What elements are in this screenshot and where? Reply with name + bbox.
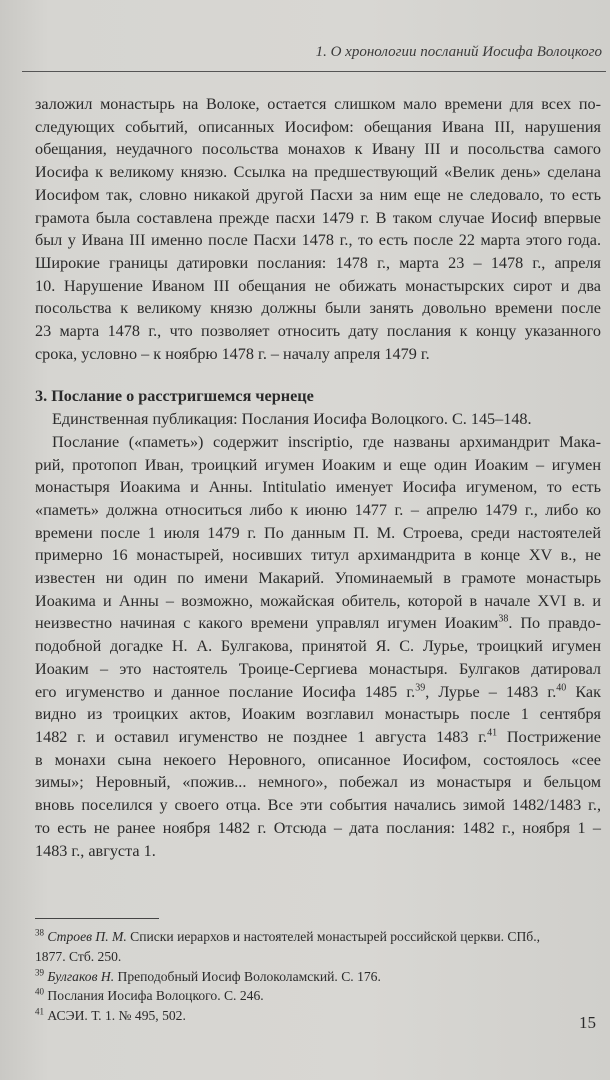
text-line: посольства к великому князю должны были занять довольно времени после xyxy=(35,299,601,318)
text-line: времени после 1 июля 1479 г. По данным П. М. Строева, среди настоятелей xyxy=(35,523,601,542)
footnote-number: 40 xyxy=(35,986,44,997)
text-line: примерно 16 монастырей, носивших титул архимандрита в конце XV в., не xyxy=(35,546,601,565)
text-segment: 1482 г. и оставил игуменство не позднее 1 августа 1483 г. xyxy=(35,727,488,746)
text-line: обещания, неудачного посольства монахов к Ивану III и посольства самого xyxy=(35,140,601,159)
footnote-author: Булгаков Н. xyxy=(47,968,115,984)
footnote-text: Послания Иосифа Волоцкого. С. 246. xyxy=(47,988,264,1004)
body-text xyxy=(35,93,601,862)
text-line: Широкие границы датировки послания: 1478 г., марта 23 – 1478 г., апреля xyxy=(35,253,601,272)
text-line: известен ни один по имени Макарий. Упоминаемый в грамоте монастырь xyxy=(35,569,601,588)
footnote-number: 41 xyxy=(35,1006,44,1017)
section-title: 3. Послание о расстригшемся чернеце xyxy=(35,387,314,406)
text-line: то есть не ранее ноября 1482 г. Отсюда – дата послания: 1482 г., ноября 1 – xyxy=(35,818,601,837)
text-line: заложил монастырь на Волоке, остается слишком мало времени для всех по- xyxy=(35,95,601,113)
footnote-ref[interactable]: 40 xyxy=(556,682,567,694)
footnote-text: АСЭИ. Т. 1. № 495, 502. xyxy=(47,1008,186,1024)
text-line: Иоакима и Анны – возможно, можайская обитель, которой в начале XVI в. и xyxy=(35,591,601,610)
footnote xyxy=(35,967,601,987)
header-rule xyxy=(22,71,606,72)
text-segment: . По правдо- xyxy=(508,614,601,633)
text-line: Иосифа к великому князю. Ссылка на предшествующий «Велик день» сделана xyxy=(35,163,601,182)
text-line: срока, условно – к ноябрю 1478 г. – началу апреля 1479 г. xyxy=(35,344,430,363)
text-segment: неизвестно начиная с какого времени управлял игумен Иоаким xyxy=(35,614,499,633)
text-line: рий, протопоп Иван, троицкий игумен Иоаким и еще один Иоаким – игумен xyxy=(35,455,601,474)
text-line: в монахи сына некоего Неровного, описанное Иосифом, состоялось «сее xyxy=(35,750,601,769)
text-segment: Как xyxy=(566,682,601,701)
footnote-author: Строев П. М. xyxy=(47,929,127,944)
text-line: Иосифом так, словно никакой другой Пасхи за ним еще не следовало, то есть xyxy=(35,185,601,204)
text-line: Послание («паметь») содержит inscriptio, где названы архимандрит Мака- xyxy=(52,432,601,451)
footnote-number: 39 xyxy=(35,967,44,978)
text-line: видно из троицких актов, Иоаким возглавил монастырь после 1 сентября xyxy=(35,705,601,724)
footnote-ref[interactable]: 39 xyxy=(415,682,426,694)
footnote-ref[interactable]: 41 xyxy=(487,727,498,739)
text-line: грамота была составлена прежде пасхи 1479 г. В таком случае Иосиф впервые xyxy=(35,208,601,227)
text-line: вновь поселился у своего отца. Все эти события начались зимой 1482/1483 г., xyxy=(35,796,601,815)
text-line xyxy=(35,612,601,635)
text-line: «паметь» должна относиться либо к июню 1477 г. – апрелю 1479 г., либо ко xyxy=(35,500,601,519)
text-line: следующих событий, описанных Иосифом: обещания Ивана III, нарушения xyxy=(35,117,601,136)
footnote-rule xyxy=(35,918,159,919)
footnote-text: Преподобный Иосиф Волоколамский. С. 176. xyxy=(114,968,381,984)
footnote xyxy=(35,986,601,1006)
text-line: 10. Нарушение Иваном III обещания не обижать монастырских сирот и два xyxy=(35,276,601,295)
text-line: 23 марта 1478 г., что позволяет относить дату послания к концу указанного xyxy=(35,322,601,341)
text-segment: Пострижение xyxy=(497,727,601,746)
footnote-ref[interactable]: 38 xyxy=(498,614,509,626)
text-segment: его игуменство и данное послание Иосифа 1485 г. xyxy=(35,682,416,701)
footnote-text: Списки иерархов и настоятелей монастырей российской церкви. СПб., xyxy=(126,929,541,944)
text-line xyxy=(35,681,601,704)
footnote xyxy=(35,1006,601,1026)
text-line: Иоаким – это настоятель Троице-Сергиева монастыря. Булгаков датировал xyxy=(35,659,601,678)
text-line: был у Ивана III именно после Пасхи 1478 г., то есть после 22 марта этого года. xyxy=(35,231,601,250)
footnote-continuation: 1877. Стб. 250. xyxy=(35,948,122,964)
footnote-number: 38 xyxy=(35,927,44,938)
text-line: подобной догадке Н. А. Булгакова, принятой Я. С. Лурье, троицкий игумен xyxy=(35,637,601,656)
text-line: Единственная публикация: Послания Иосифа Волоцкого. С. 145–148. xyxy=(52,410,532,429)
text-line: зимы»; Неровный, «пожив... немного», побежал из монастыря и бельцом xyxy=(35,773,601,792)
text-line: 1483 г., августа 1. xyxy=(35,841,156,860)
text-segment: , Лурье – 1483 г. xyxy=(425,682,557,701)
text-line: монастыря Иоакима и Анны. Intitulatio именует Иосифа игуменом, то есть xyxy=(35,478,601,497)
footnote xyxy=(35,927,601,947)
running-head: 1. О хронологии посланий Иосифа Волоцкого xyxy=(315,44,602,60)
page-number: 15 xyxy=(579,1013,596,1032)
text-line xyxy=(35,726,601,749)
footnotes xyxy=(35,927,601,1026)
